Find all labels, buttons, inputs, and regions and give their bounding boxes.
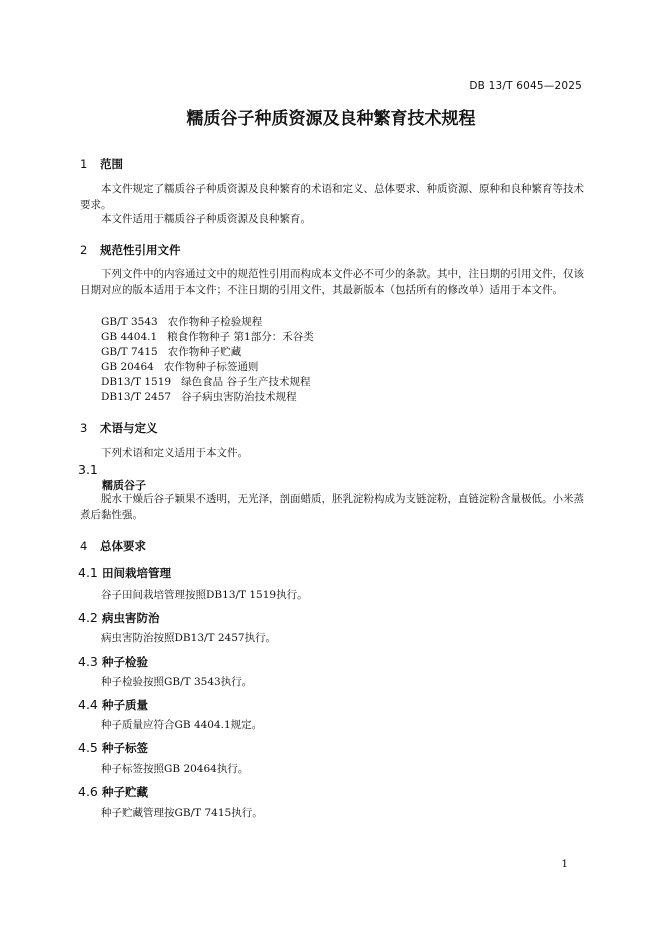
subsection-4-4-text: 种子质量应符合GB 4404.1规定。 xyxy=(101,719,263,731)
reference-code: GB 4404.1 xyxy=(101,331,158,343)
subsection-number: 4.4 xyxy=(78,697,98,712)
reference-name: 绿色食品 谷子生产技术规程 xyxy=(181,376,311,388)
section-number: 4 xyxy=(80,539,88,553)
subsection-title: 种子贮藏 xyxy=(102,785,148,799)
term-definition: 脱水干燥后谷子颖果不透明，无光泽，剖面蜡质，胚乳淀粉构成为支链淀粉，直链淀粉含量极低。小米蒸煮后黏性强。 xyxy=(80,493,584,521)
section-title: 总体要求 xyxy=(100,539,146,553)
section-3-heading xyxy=(80,420,158,436)
section-title: 规范性引用文件 xyxy=(100,243,181,257)
term-name: 糯质谷子 xyxy=(102,479,146,492)
subsection-4-4-heading xyxy=(78,697,148,713)
subsection-number: 4.1 xyxy=(78,565,98,580)
section-number: 1 xyxy=(80,157,88,171)
section-2-intro: 下列文件中的内容通过文中的规范性引用而构成本文件必不可少的条款。其中，注日期的引用文件，仅该日期对应的版本适用于本文件；不注日期的引用文件，其最新版本（包括所有的修改单）适用于本文件。 xyxy=(80,268,584,296)
subsection-4-5-text: 种子标签按照GB 20464执行。 xyxy=(101,763,249,775)
section-title: 术语与定义 xyxy=(100,421,158,435)
standard-code: DB 13/T 6045—2025 xyxy=(469,80,582,92)
subsection-title: 种子检验 xyxy=(102,655,148,669)
reference-code: GB/T 3543 xyxy=(101,316,158,328)
reference-item xyxy=(101,375,310,391)
subsection-number: 4.2 xyxy=(78,610,98,625)
reference-code: GB/T 7415 xyxy=(101,346,158,358)
term-number: 3.1 xyxy=(78,462,98,477)
subsection-4-6-heading xyxy=(78,784,148,800)
reference-name: 农作物种子检验规程 xyxy=(167,316,263,328)
section-4-heading xyxy=(80,538,146,554)
section-1-paragraph-1: 本文件规定了糯质谷子种质资源及良种繁育的术语和定义、总体要求、种质资源、原种和良种繁育等技术要求。 xyxy=(80,183,584,211)
subsection-number: 4.5 xyxy=(78,740,98,755)
subsection-4-3-text: 种子检验按照GB/T 3543执行。 xyxy=(101,676,253,688)
subsection-number: 4.6 xyxy=(78,784,98,799)
reference-name: 农作物种子标签通则 xyxy=(163,361,259,373)
subsection-4-2-heading xyxy=(78,610,160,626)
document-title: 糯质谷子种质资源及良种繁育技术规程 xyxy=(186,109,476,129)
section-number: 2 xyxy=(80,243,88,257)
section-1-paragraph-2: 本文件适用于糯质谷子种质资源及良种繁育。 xyxy=(101,213,311,225)
subsection-title: 田间栽培管理 xyxy=(102,566,171,580)
reference-item xyxy=(101,390,297,406)
subsection-4-1-heading xyxy=(78,565,171,581)
reference-item xyxy=(101,360,258,376)
reference-name: 粮食作物种子 第1部分：禾谷类 xyxy=(167,331,314,343)
subsection-title: 病虫害防治 xyxy=(102,611,160,625)
subsection-4-5-heading xyxy=(78,740,148,756)
page-number: 1 xyxy=(561,858,568,870)
subsection-title: 种子标签 xyxy=(102,741,148,755)
reference-code: GB 20464 xyxy=(101,361,154,373)
reference-item xyxy=(101,330,314,346)
subsection-4-6-text: 种子贮藏管理按GB/T 7415执行。 xyxy=(101,807,263,819)
section-1-heading xyxy=(80,156,123,172)
reference-item xyxy=(101,315,262,331)
subsection-4-1-text: 谷子田间栽培管理按照DB13/T 1519执行。 xyxy=(101,589,308,601)
section-3-intro: 下列术语和定义适用于本文件。 xyxy=(101,447,248,459)
subsection-number: 4.3 xyxy=(78,654,98,669)
reference-code: DB13/T 1519 xyxy=(101,376,172,388)
section-2-heading xyxy=(80,242,181,258)
reference-item xyxy=(101,345,241,361)
section-number: 3 xyxy=(80,421,88,435)
subsection-4-3-heading xyxy=(78,654,148,670)
reference-name: 谷子病虫害防治技术规程 xyxy=(181,391,297,403)
subsection-title: 种子质量 xyxy=(102,698,148,712)
reference-name: 农作物种子贮藏 xyxy=(167,346,242,358)
section-title: 范围 xyxy=(100,157,123,171)
subsection-4-2-text: 病虫害防治按照DB13/T 2457执行。 xyxy=(101,632,277,644)
reference-code: DB13/T 2457 xyxy=(101,391,172,403)
